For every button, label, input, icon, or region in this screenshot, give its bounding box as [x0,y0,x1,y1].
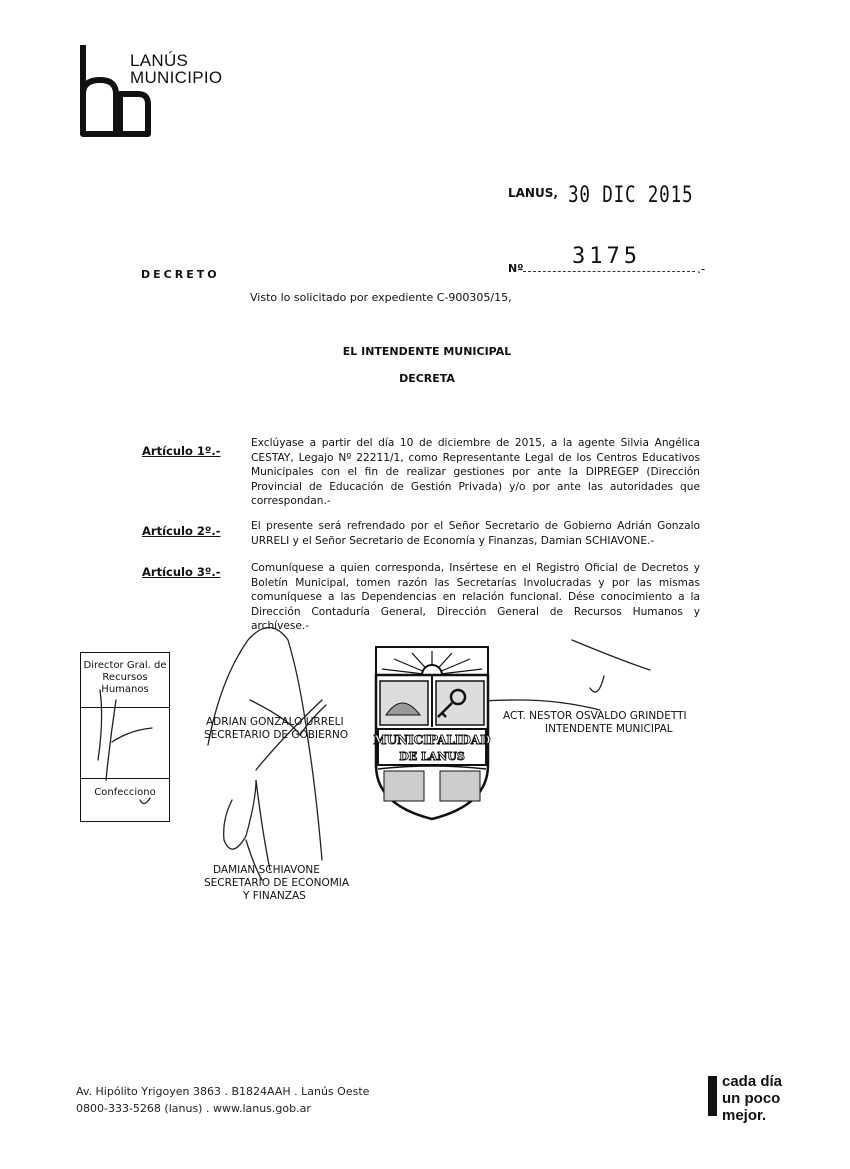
article-1-text: Exclúyase a partir del día 10 de diciembre de 2015, a la agente Silvia Angélica CESTAY, Legajo Nº 22211/1, como Representante Legal de los Centros Educativos Municipales con el fin de realizar gestiones por ante la DIPREGEP (Dirección Provincial de Educación de Gestión Privada) y/o por ante las autoridades que correspondan.- [251,437,700,507]
footer-address-block [76,1083,369,1117]
intendente-signature-title: INTENDENTE MUNICIPAL [545,723,673,735]
coat-of-arms-icon [372,645,492,823]
economia-signature-title-2: Y FINANZAS [243,890,306,902]
seal-line2: DE LANUS [399,750,465,763]
box-initials [98,690,152,780]
logo-line2: MUNICIPIO [130,68,223,87]
economia-signature-title-1: SECRETARIO DE ECONOMIA [204,877,350,889]
article-2-label: Artículo 2º.- [142,524,221,538]
place-label: LANUS, [508,186,558,200]
article-2-text: El presente será refrendado por el Señor Secretario de Gobierno Adrián Gonzalo URRELI y el Señor Secretario de Economía y Finanzas, Damian SCHIAVONE.- [251,520,700,547]
slogan-line3: mejor. [722,1107,767,1124]
article-3-text: Comuníquese a quien corresponda, Insértese en el Registro Oficial de Decretos y Boletín Municipal, tomen razón las Secretarías Involucradas y por las mismas comuníquese a las Dependencias en relación funcional. Dése conocimiento a la Dirección Contaduría General, Dirección General de Recursos Humanos y archívese.- [251,562,700,632]
number-suffix: .- [697,262,706,276]
economia-signature-name: DAMIAN SCHIAVONE [213,864,320,876]
control-box-bottom-label: Confecciono [94,787,156,798]
visto-paragraph: Visto lo solicitado por expediente C-900305/15, [250,291,512,304]
footer-address: Av. Hipólito Yrigoyen 3863 . B1824AAH . Lanús Oeste [76,1085,370,1098]
slogan-line1: cada día [722,1073,783,1090]
number-label: Nº [508,262,524,275]
slogan-bar [708,1076,717,1116]
decreta-text: DECRETA [399,372,455,385]
authority-text: EL INTENDENTE MUNICIPAL [342,345,512,358]
slogan [722,1073,782,1124]
date-stamp: 30 DIC 2015 [568,183,694,208]
footer-contact: 0800-333-5268 (lanus) . www.lanus.gob.ar [76,1102,311,1115]
gobierno-signature-name: ADRIAN GONZALO URRELI [206,716,344,728]
control-box-top-label: Director Gral. de Recursos Humanos [83,660,167,695]
slogan-line2: un poco [722,1090,781,1107]
box-initials-small [140,798,150,804]
article-1-label: Artículo 1º.- [142,444,221,458]
intendente-signature-name: ACT. NESTOR OSVALDO GRINDETTI [503,710,687,722]
seal-line1: MUNICIPALIDAD [373,733,491,747]
decree-number: 3175 [572,244,641,269]
gobierno-signature-title: SECRETARIO DE GOBIERNO [204,729,349,741]
signature-gobierno [208,628,326,861]
decree-label: DECRETO [141,268,220,281]
article-3-label: Artículo 3º.- [142,565,221,579]
logo-line1: LANÚS [130,51,189,70]
